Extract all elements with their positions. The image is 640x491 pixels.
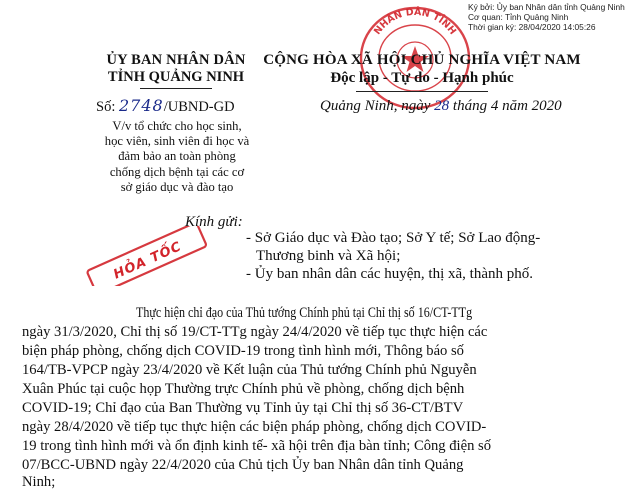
motto-underline xyxy=(356,91,488,92)
signer-line: Ký bởi: Ủy ban Nhân dân tỉnh Quảng Ninh xyxy=(468,2,625,12)
agency-line: Cơ quan: Tỉnh Quảng Ninh xyxy=(468,12,569,22)
body-line: Thực hiện chỉ đạo của Thủ tướng Chính phủ tại Chỉ thị số 16/CT-TTg xyxy=(136,305,473,321)
body-line: COVID-19; Chỉ đạo của Ban Thường vụ Tỉnh ủy tại Chỉ thị số 36-CT/BTV xyxy=(22,400,464,416)
body-line: 07/BCC-UBND ngày 22/4/2020 của Chủ tịch Ủy ban Nhân dân tỉnh Quảng xyxy=(22,457,464,473)
seal-ring-text: NHÂN DÂN TỈNH xyxy=(371,6,459,37)
urgent-stamp xyxy=(70,226,230,286)
nation-motto: Độc lập - Tự do - Hạnh phúc xyxy=(330,70,514,86)
date-prefix: Quảng Ninh, ngày xyxy=(320,98,435,114)
doc-number-suffix: /UBND-GD xyxy=(163,99,235,115)
doc-number-prefix: Số: xyxy=(96,99,116,115)
body-line: Xuân Phúc tại cuộc họp Thường trực Chính phủ về phòng, chống dịch bệnh xyxy=(22,381,465,397)
nation-title: CỘNG HÒA XÃ HỘI CHỦ NGHĨA VIỆT NAM xyxy=(263,52,581,68)
doc-number-handwritten: 2748 xyxy=(118,96,164,115)
subject-line: chống dịch bệnh tại các cơ xyxy=(109,164,245,179)
body-line: biện pháp phòng, chống dịch COVID-19 trong tình hình mới, Thông báo số xyxy=(22,343,464,359)
date-day-handwritten: 28 xyxy=(434,98,450,114)
body-line: ngày 31/3/2020, Chỉ thị số 19/CT-TTg ngày 24/4/2020 về tiếp tục thực hiện các xyxy=(22,324,488,340)
recipients-label: Kính gửi: xyxy=(185,214,243,230)
issue-date xyxy=(320,98,562,115)
subject-line: đảm bảo an toàn phòng xyxy=(118,149,236,164)
body-line: ngày 28/4/2020 về tiếp tục thực hiện các biện pháp phòng, chống dịch COVID- xyxy=(22,419,487,435)
org-name-line2: TỈNH QUẢNG NINH xyxy=(107,69,245,85)
body-line: 164/TB-VPCP ngày 23/4/2020 về Kết luận của Thủ tướng Chính phủ Nguyễn xyxy=(22,362,477,378)
body-line: 19 trong tình hình mới và ổn định kinh tế- xã hội trên địa bàn tỉnh; Công điện số xyxy=(22,438,491,454)
svg-text:NHÂN DÂN TỈNH xyxy=(372,6,458,37)
date-rest: tháng 4 năm 2020 xyxy=(449,98,562,114)
body-line: Ninh; xyxy=(22,474,56,490)
recipient-line: Thương binh và Xã hội; xyxy=(256,248,401,264)
recipient-line: - Sở Giáo dục và Đào tạo; Sở Y tế; Sở Lao động- xyxy=(246,230,541,246)
subject-line: sở giáo dục và đào tạo xyxy=(120,179,234,194)
org-name-line1: ỦY BAN NHÂN DÂN xyxy=(106,52,246,68)
subject-line: học viên, sinh viên đi học và xyxy=(104,134,250,149)
urgent-stamp-text: HỎA TỐC xyxy=(111,239,185,283)
subject-block xyxy=(96,119,258,195)
sign-time-line: Thời gian ký: 28/04/2020 14:05:26 xyxy=(468,22,596,32)
digital-signature-info xyxy=(468,2,638,32)
subject-line: V/v tổ chức cho học sinh, xyxy=(112,119,242,133)
recipient-line: - Ủy ban nhân dân các huyện, thị xã, thành phố. xyxy=(246,266,533,282)
org-underline xyxy=(140,88,212,89)
document-number xyxy=(96,96,235,116)
